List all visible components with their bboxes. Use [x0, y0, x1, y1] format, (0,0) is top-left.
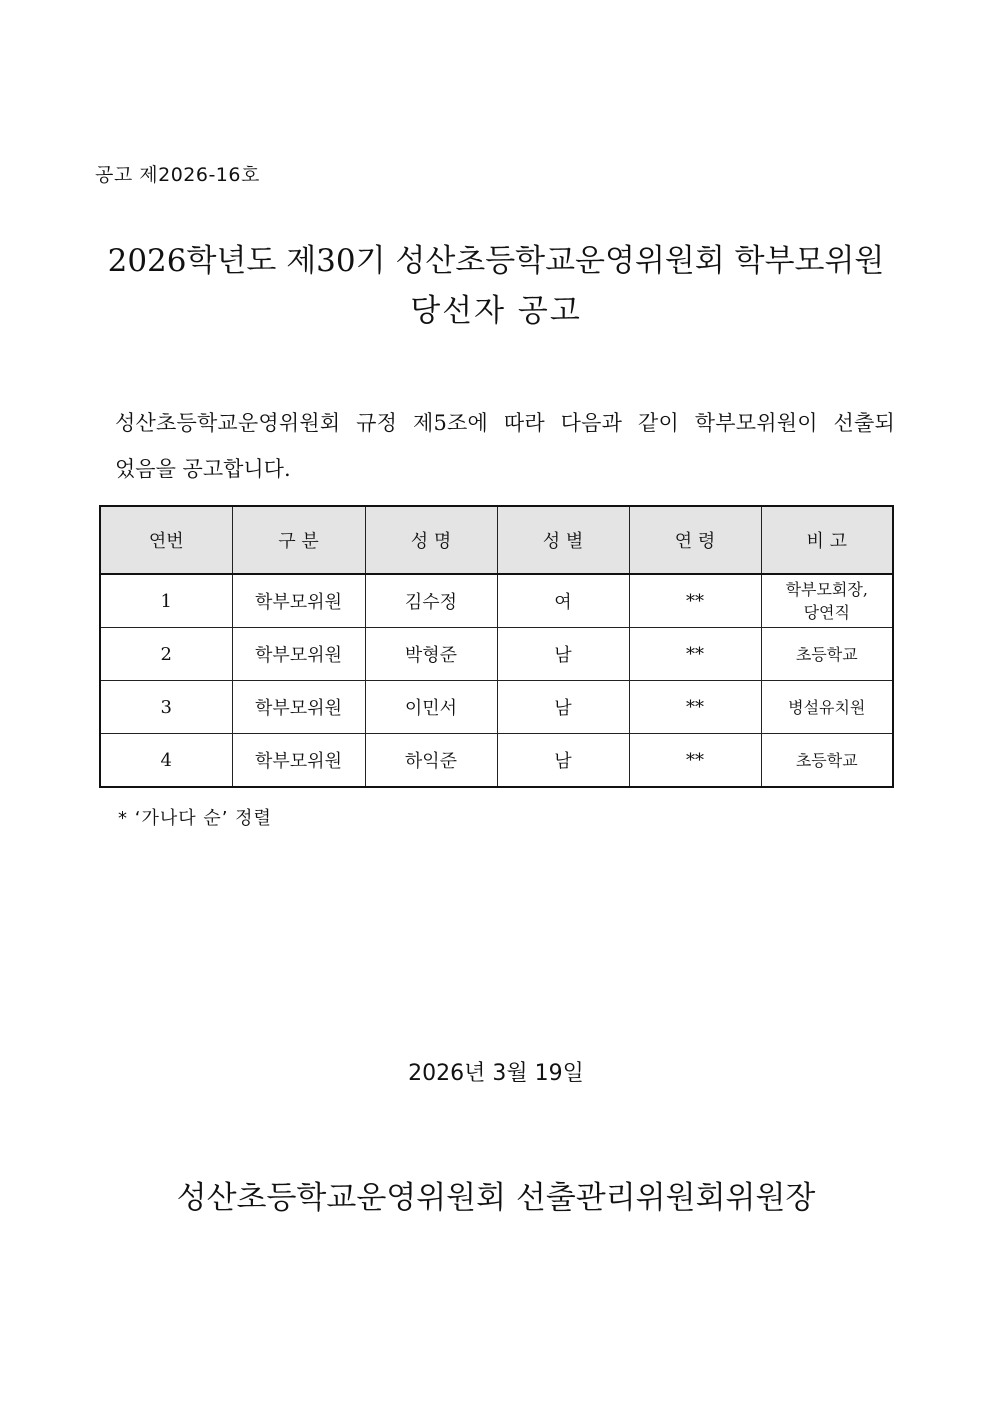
elected-members-table	[99, 505, 894, 788]
document-title	[0, 236, 992, 336]
cell-age: **	[629, 574, 761, 628]
cell-name: 김수정	[365, 574, 497, 628]
cell-name: 박형준	[365, 628, 497, 681]
cell-age: **	[629, 628, 761, 681]
cell-category: 학부모위원	[232, 734, 365, 788]
cell-name: 하익준	[365, 734, 497, 788]
header-age: 연 령	[629, 506, 761, 574]
header-name: 성 명	[365, 506, 497, 574]
body-line-2: 었음을 공고합니다.	[115, 457, 291, 481]
cell-no: 4	[100, 734, 232, 788]
header-category: 구 분	[232, 506, 365, 574]
cell-gender: 여	[497, 574, 629, 628]
table-row	[100, 681, 893, 734]
header-note: 비 고	[761, 506, 893, 574]
cell-no: 1	[100, 574, 232, 628]
table-row	[100, 574, 893, 628]
signature-line: 성산초등학교운영위원회 선출관리위원회위원장	[176, 1180, 816, 1216]
header-gender: 성 별	[497, 506, 629, 574]
cell-no: 2	[100, 628, 232, 681]
cell-no: 3	[100, 681, 232, 734]
announcement-body	[115, 400, 895, 492]
table-row	[100, 734, 893, 788]
cell-note: 병설유치원	[761, 681, 893, 734]
cell-age: **	[629, 681, 761, 734]
cell-category: 학부모위원	[232, 574, 365, 628]
cell-note: 초등학교	[761, 628, 893, 681]
cell-gender: 남	[497, 681, 629, 734]
announcement-date: 2026년 3월 19일	[408, 1061, 584, 1086]
table-row	[100, 628, 893, 681]
cell-age: **	[629, 734, 761, 788]
body-line-1: 성산초등학교운영위원회 규정 제5조에 따라 다음과 같이 학부모위원이 선출되	[115, 411, 895, 435]
cell-category: 학부모위원	[232, 628, 365, 681]
title-line-2: 당선자 공고	[410, 293, 582, 329]
title-line-1: 2026학년도 제30기 성산초등학교운영위원회 학부모위원	[107, 243, 885, 279]
cell-note: 초등학교	[761, 734, 893, 788]
table-header-row	[100, 506, 893, 574]
cell-category: 학부모위원	[232, 681, 365, 734]
cell-name: 이민서	[365, 681, 497, 734]
cell-gender: 남	[497, 628, 629, 681]
cell-note: 학부모회장, 당연직	[761, 574, 893, 628]
sort-footnote: * ‘가나다 순’ 정렬	[118, 808, 272, 829]
notice-number: 공고 제2026-16호	[95, 164, 260, 186]
cell-gender: 남	[497, 734, 629, 788]
header-no: 연번	[100, 506, 232, 574]
